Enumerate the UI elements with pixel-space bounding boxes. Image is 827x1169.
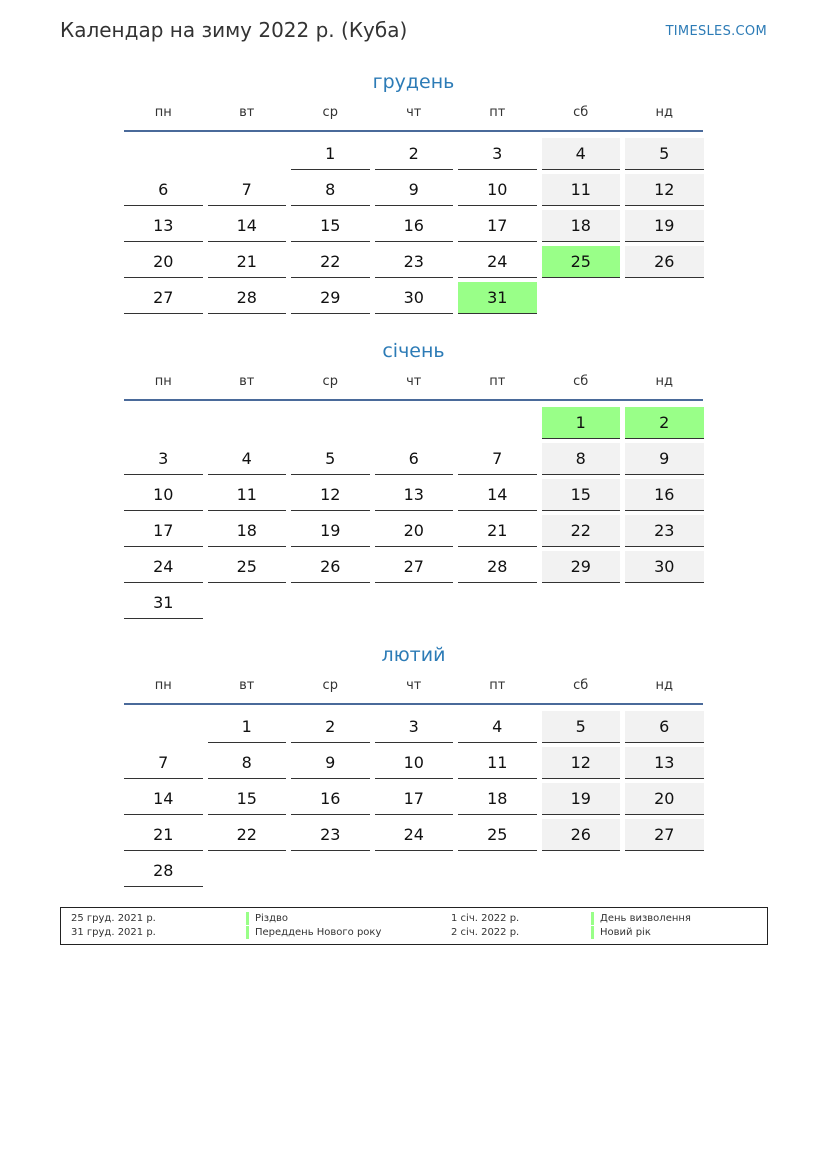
day-cell: 12 bbox=[291, 479, 370, 511]
empty-cell bbox=[291, 407, 370, 439]
day-cell: 30 bbox=[625, 551, 704, 583]
day-cell: 26 bbox=[625, 246, 704, 278]
day-cell: 8 bbox=[291, 174, 370, 206]
day-cell: 14 bbox=[458, 479, 537, 511]
weekday-label: ср bbox=[322, 374, 338, 389]
day-cell: 9 bbox=[375, 174, 454, 206]
empty-cell bbox=[208, 138, 287, 170]
day-cell: 19 bbox=[542, 783, 621, 815]
empty-cell bbox=[124, 711, 203, 743]
weekday-label: вт bbox=[239, 678, 255, 693]
day-cell: 6 bbox=[625, 711, 704, 743]
legend-row bbox=[61, 926, 767, 939]
day-cell: 17 bbox=[124, 515, 203, 547]
day-cell: 24 bbox=[375, 819, 454, 851]
brand-link[interactable]: TIMESLES.COM bbox=[665, 24, 767, 39]
day-cell: 3 bbox=[124, 443, 203, 475]
day-cell: 18 bbox=[208, 515, 287, 547]
day-cell: 21 bbox=[208, 246, 287, 278]
day-cell: 16 bbox=[291, 783, 370, 815]
day-cell: 2 bbox=[291, 711, 370, 743]
day-cell: 25 bbox=[542, 246, 621, 278]
day-cell: 11 bbox=[208, 479, 287, 511]
day-cell: 6 bbox=[124, 174, 203, 206]
day-cell: 6 bbox=[375, 443, 454, 475]
day-cell: 28 bbox=[208, 282, 287, 314]
day-cell: 13 bbox=[124, 210, 203, 242]
days-grid bbox=[124, 403, 703, 619]
day-cell: 25 bbox=[208, 551, 287, 583]
day-cell: 10 bbox=[375, 747, 454, 779]
empty-cell bbox=[208, 407, 287, 439]
day-cell: 16 bbox=[375, 210, 454, 242]
weekday-header bbox=[124, 96, 703, 132]
day-cell: 22 bbox=[542, 515, 621, 547]
day-cell: 14 bbox=[208, 210, 287, 242]
month-title: січень bbox=[382, 340, 445, 362]
day-cell: 1 bbox=[542, 407, 621, 439]
day-cell: 10 bbox=[124, 479, 203, 511]
day-cell: 13 bbox=[625, 747, 704, 779]
day-cell: 2 bbox=[625, 407, 704, 439]
weekday-header bbox=[124, 365, 703, 401]
day-cell: 11 bbox=[542, 174, 621, 206]
weekday-label: ср bbox=[322, 678, 338, 693]
day-cell: 31 bbox=[458, 282, 537, 314]
empty-cell bbox=[124, 138, 203, 170]
day-cell: 5 bbox=[542, 711, 621, 743]
days-grid bbox=[124, 134, 703, 314]
day-cell: 9 bbox=[625, 443, 704, 475]
day-cell: 15 bbox=[208, 783, 287, 815]
day-cell: 14 bbox=[124, 783, 203, 815]
weekday-label: сб bbox=[573, 678, 589, 693]
day-cell: 24 bbox=[458, 246, 537, 278]
day-cell: 15 bbox=[291, 210, 370, 242]
weekday-label: чт bbox=[406, 105, 422, 120]
weekday-label: нд bbox=[655, 105, 673, 120]
weekday-label: чт bbox=[406, 374, 422, 389]
day-cell: 21 bbox=[124, 819, 203, 851]
day-cell: 27 bbox=[124, 282, 203, 314]
day-cell: 1 bbox=[208, 711, 287, 743]
weekday-label: сб bbox=[573, 105, 589, 120]
weekday-label: сб bbox=[573, 374, 589, 389]
weekday-label: вт bbox=[239, 374, 255, 389]
weekday-label: пн bbox=[154, 678, 172, 693]
day-cell: 28 bbox=[124, 855, 203, 887]
month-title: грудень bbox=[372, 71, 455, 93]
weekday-label: пн bbox=[154, 374, 172, 389]
legend-date: 31 груд. 2021 р. bbox=[71, 927, 156, 938]
legend-date: 2 січ. 2022 р. bbox=[451, 927, 520, 938]
day-cell: 5 bbox=[291, 443, 370, 475]
day-cell: 3 bbox=[458, 138, 537, 170]
day-cell: 5 bbox=[625, 138, 704, 170]
day-cell: 4 bbox=[542, 138, 621, 170]
day-cell: 17 bbox=[375, 783, 454, 815]
day-cell: 3 bbox=[375, 711, 454, 743]
day-cell: 25 bbox=[458, 819, 537, 851]
weekday-label: чт bbox=[406, 678, 422, 693]
day-cell: 27 bbox=[375, 551, 454, 583]
day-cell: 8 bbox=[208, 747, 287, 779]
day-cell: 12 bbox=[542, 747, 621, 779]
legend-holiday: Новий рік bbox=[591, 926, 651, 939]
day-cell: 9 bbox=[291, 747, 370, 779]
weekday-header bbox=[124, 669, 703, 705]
day-cell: 24 bbox=[124, 551, 203, 583]
day-cell: 16 bbox=[625, 479, 704, 511]
legend-holiday: День визволення bbox=[591, 912, 691, 925]
day-cell: 8 bbox=[542, 443, 621, 475]
day-cell: 18 bbox=[458, 783, 537, 815]
day-cell: 4 bbox=[208, 443, 287, 475]
day-cell: 20 bbox=[124, 246, 203, 278]
day-cell: 30 bbox=[375, 282, 454, 314]
month-january bbox=[124, 337, 703, 619]
month-december bbox=[124, 68, 703, 314]
day-cell: 19 bbox=[625, 210, 704, 242]
day-cell: 26 bbox=[291, 551, 370, 583]
legend-holiday: Різдво bbox=[246, 912, 288, 925]
weekday-label: пт bbox=[489, 678, 506, 693]
legend-holiday: Переддень Нового року bbox=[246, 926, 381, 939]
weekday-label: пт bbox=[489, 105, 506, 120]
day-cell: 22 bbox=[208, 819, 287, 851]
day-cell: 7 bbox=[458, 443, 537, 475]
weekday-label: пт bbox=[489, 374, 506, 389]
days-grid bbox=[124, 707, 703, 887]
legend-date: 25 груд. 2021 р. bbox=[71, 913, 156, 924]
day-cell: 2 bbox=[375, 138, 454, 170]
day-cell: 23 bbox=[375, 246, 454, 278]
page-title: Календар на зиму 2022 р. (Куба) bbox=[60, 18, 408, 42]
day-cell: 12 bbox=[625, 174, 704, 206]
day-cell: 15 bbox=[542, 479, 621, 511]
empty-cell bbox=[124, 407, 203, 439]
day-cell: 29 bbox=[291, 282, 370, 314]
day-cell: 31 bbox=[124, 587, 203, 619]
day-cell: 21 bbox=[458, 515, 537, 547]
weekday-label: нд bbox=[655, 678, 673, 693]
day-cell: 20 bbox=[375, 515, 454, 547]
day-cell: 7 bbox=[124, 747, 203, 779]
day-cell: 20 bbox=[625, 783, 704, 815]
day-cell: 19 bbox=[291, 515, 370, 547]
day-cell: 11 bbox=[458, 747, 537, 779]
weekday-label: пн bbox=[154, 105, 172, 120]
weekday-label: нд bbox=[655, 374, 673, 389]
day-cell: 29 bbox=[542, 551, 621, 583]
weekday-label: вт bbox=[239, 105, 255, 120]
day-cell: 4 bbox=[458, 711, 537, 743]
legend-row bbox=[61, 912, 767, 925]
empty-cell bbox=[375, 407, 454, 439]
day-cell: 18 bbox=[542, 210, 621, 242]
holiday-legend bbox=[60, 907, 768, 945]
day-cell: 13 bbox=[375, 479, 454, 511]
month-title: лютий bbox=[381, 644, 446, 666]
day-cell: 23 bbox=[625, 515, 704, 547]
day-cell: 27 bbox=[625, 819, 704, 851]
day-cell: 1 bbox=[291, 138, 370, 170]
day-cell: 10 bbox=[458, 174, 537, 206]
day-cell: 26 bbox=[542, 819, 621, 851]
day-cell: 28 bbox=[458, 551, 537, 583]
empty-cell bbox=[458, 407, 537, 439]
legend-date: 1 січ. 2022 р. bbox=[451, 913, 520, 924]
day-cell: 7 bbox=[208, 174, 287, 206]
month-february bbox=[124, 641, 703, 887]
day-cell: 17 bbox=[458, 210, 537, 242]
day-cell: 23 bbox=[291, 819, 370, 851]
day-cell: 22 bbox=[291, 246, 370, 278]
weekday-label: ср bbox=[322, 105, 338, 120]
